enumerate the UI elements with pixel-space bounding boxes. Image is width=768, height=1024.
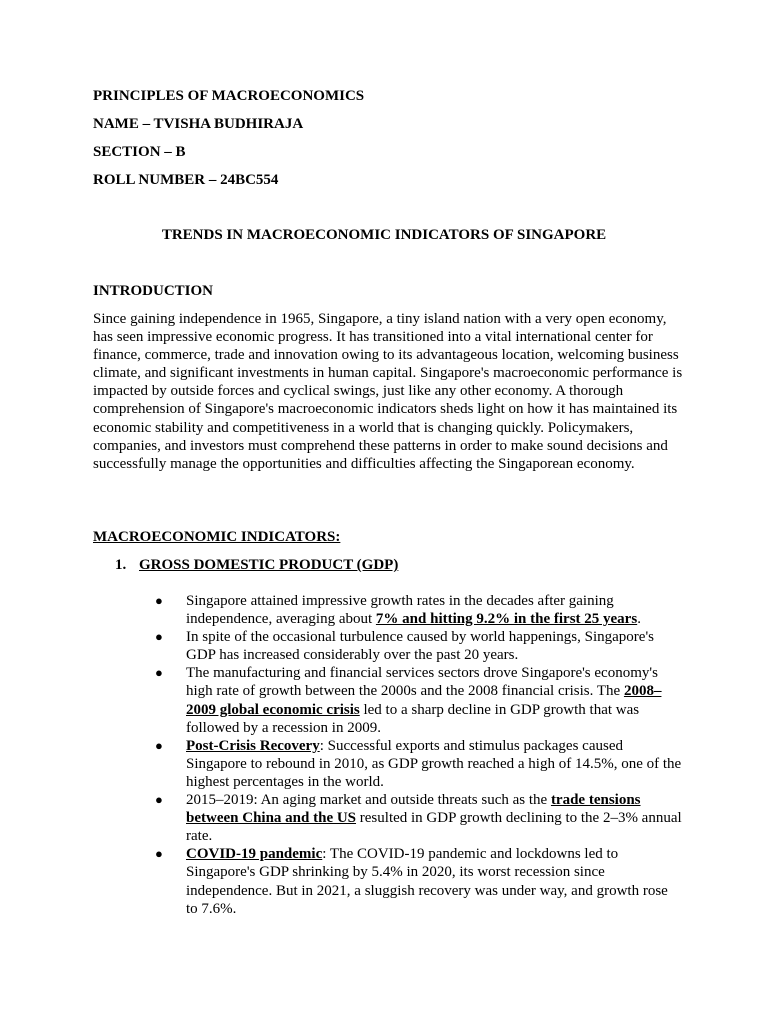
bullet-emphasis: COVID-19 pandemic — [186, 846, 323, 863]
introduction-heading: INTRODUCTION — [93, 283, 214, 299]
gdp-bullet-list — [155, 592, 683, 918]
bullet-emphasis: 2008–2009 global economic crisis — [186, 683, 662, 718]
gdp-heading — [115, 556, 398, 574]
bullet-icon: ● — [155, 665, 163, 681]
bullet-text: resulted in GDP growth declining to the 2–3% annual rate. — [186, 810, 682, 845]
bullet-icon: ● — [155, 593, 163, 608]
document-title: TRENDS IN MACROECONOMIC INDICATORS OF SINGAPORE — [161, 227, 607, 243]
bullet-text: led to a sharp decline in GDP growth that was followed by a recession in 2009. — [186, 701, 640, 736]
list-item — [155, 845, 683, 917]
bullet-text: The manufacturing and financial services sectors drove Singapore's economy's high rate of growth between the 2000s and the 2008 financial crisis. The — [186, 665, 658, 700]
list-item — [155, 664, 683, 736]
list-item — [155, 628, 683, 664]
bullet-icon: ● — [155, 792, 163, 808]
gdp-number: 1. — [115, 557, 127, 573]
bullet-text: : The COVID-19 pandemic and lockdowns led to Singapore's GDP shrinking by 5.4% in 2020, its worst recession since independence. But in 2021, a sluggish recovery was under way, and growth rose to 7.6%. — [186, 846, 668, 917]
list-item — [155, 791, 683, 845]
section-label: SECTION – B — [93, 144, 186, 160]
introduction-paragraph: Since gaining independence in 1965, Singapore, a tiny island nation with a very open economy, has seen impressive economic progress. It has transitioned into a vital international center for finance, commerce, trade and innovation owing to its advantageous location, welcoming business climate, and significant investments in human capital. Singapore's macroeconomic performance is impacted by outside forces and cyclical swings, just like any other economy. A thorough comprehension of Singapore's macroeconomic indicators sheds light on how it has maintained its economic stability and competitiveness in a world that is changing quickly. Policymakers, companies, and investors must comprehend these patterns in order to make sound decisions and successfully manage the opportunities and difficulties affecting the Singaporean economy. — [93, 311, 683, 472]
macroeconomic-indicators-heading: MACROECONOMIC INDICATORS: — [93, 529, 341, 545]
bullet-emphasis: Post-Crisis Recovery — [186, 737, 320, 754]
list-item — [155, 737, 683, 791]
student-name: NAME – TVISHA BUDHIRAJA — [93, 116, 304, 132]
bullet-text: In spite of the occasional turbulence caused by world happenings, Singapore's GDP has increased considerably over the past 20 years. — [186, 629, 654, 664]
bullet-icon: ● — [155, 737, 163, 753]
bullet-emphasis: trade tensions between China and the US — [186, 792, 641, 827]
bullet-text: Singapore attained impressive growth rates in the decades after gaining independence, averaging about — [186, 593, 614, 628]
course-title: PRINCIPLES OF MACROECONOMICS — [93, 88, 365, 104]
bullet-text: : Successful exports and stimulus packages caused Singapore to rebound in 2010, as GDP growth reached a high of 14.5%, one of the highest percentages in the world. — [186, 737, 682, 790]
bullet-icon: ● — [155, 629, 163, 645]
bullet-text: 2015–2019: An aging market and outside threats such as the — [186, 792, 551, 809]
gdp-heading-text: GROSS DOMESTIC PRODUCT (GDP) — [139, 557, 399, 573]
roll-number: ROLL NUMBER – 24BC554 — [93, 172, 279, 188]
bullet-text: . — [637, 611, 641, 628]
bullet-icon: ● — [155, 846, 163, 862]
list-item — [155, 592, 683, 628]
bullet-emphasis: 7% and hitting 9.2% in the first 25 years — [375, 611, 638, 628]
